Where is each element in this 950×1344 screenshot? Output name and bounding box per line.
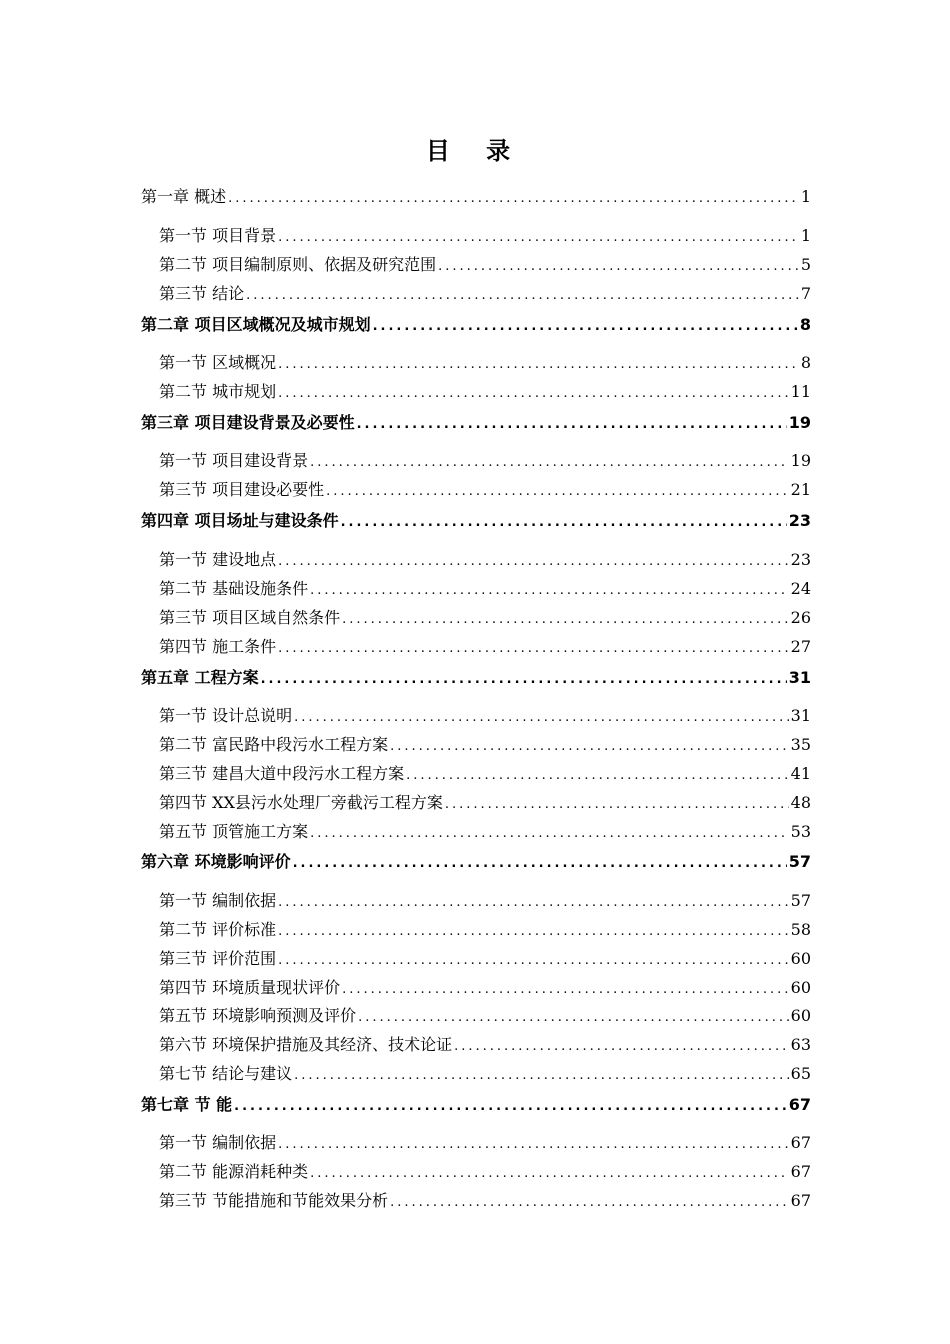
toc-page-number: 31 [790,706,811,725]
toc-leader-dots [390,735,789,759]
toc-section-entry[interactable] [159,1131,811,1155]
toc-chapter-entry[interactable] [141,313,811,337]
toc-chapter-entry[interactable] [141,185,811,209]
toc-entry-label: 第七章 节 能 [141,1095,233,1114]
toc-page-number: 23 [788,511,811,530]
toc-page-number: 1 [800,187,811,206]
toc-leader-dots [278,891,789,915]
toc-page-number: 11 [790,382,811,401]
toc-section-entry[interactable] [159,224,811,248]
toc-title: 目 录 [425,137,525,165]
toc-entry-label: 第二节 城市规划 [159,382,277,401]
toc-entry-label: 第二章 项目区域概况及城市规划 [141,315,371,334]
toc-page-number: 67 [790,1162,811,1181]
toc-leader-dots [278,949,789,973]
toc-section-entry[interactable] [159,449,811,473]
toc-chapter-entry[interactable] [141,509,811,533]
toc-page-number: 19 [788,413,811,432]
toc-page-number: 60 [790,949,811,968]
toc-entry-label: 第三节 评价范围 [159,949,277,968]
toc-page-number: 31 [788,668,811,687]
toc-entry-label: 第二节 富民路中段污水工程方案 [159,735,389,754]
toc-section-entry[interactable] [159,1004,811,1028]
toc-chapter-entry[interactable] [141,666,811,690]
toc-section-entry[interactable] [159,791,811,815]
toc-entry-label: 第二节 项目编制原则、依据及研究范围 [159,255,437,274]
toc-entry-label: 第一节 编制依据 [159,891,277,910]
toc-section-entry[interactable] [159,253,811,277]
toc-leader-dots [342,978,789,1002]
toc-leader-dots [234,1095,787,1119]
toc-leader-dots [294,706,789,730]
toc-entry-label: 第五节 环境影响预测及评价 [159,1006,357,1025]
toc-section-entry[interactable] [159,1033,811,1057]
toc-leader-dots [293,852,787,876]
toc-entry-label: 第二节 基础设施条件 [159,579,309,598]
toc-leader-dots [341,511,787,535]
toc-entry-label: 第三节 节能措施和节能效果分析 [159,1191,389,1210]
toc-entry-label: 第一节 编制依据 [159,1133,277,1152]
toc-entry-label: 第六章 环境影响评价 [141,852,291,871]
toc-leader-dots [278,1133,789,1157]
toc-leader-dots [278,637,789,661]
toc-section-entry[interactable] [159,282,811,306]
toc-page-number: 21 [790,480,811,499]
toc-chapter-entry[interactable] [141,850,811,874]
toc-section-entry[interactable] [159,820,811,844]
toc-page-number: 67 [790,1133,811,1152]
toc-chapter-entry[interactable] [141,1093,811,1117]
toc-page-number: 24 [790,579,811,598]
toc-section-entry[interactable] [159,733,811,757]
toc-leader-dots [246,284,799,308]
toc-page-number: 1 [800,226,811,245]
toc-page-number: 35 [790,735,811,754]
toc-entry-label: 第一节 项目建设背景 [159,451,309,470]
toc-leader-dots [278,353,799,377]
toc-page-number: 67 [788,1095,811,1114]
toc-section-entry[interactable] [159,606,811,630]
toc-page-number: 8 [800,353,811,372]
toc-leader-dots [278,226,799,250]
toc-section-entry[interactable] [159,976,811,1000]
toc-section-entry[interactable] [159,704,811,728]
toc-leader-dots [342,608,789,632]
toc-leader-dots [278,382,789,406]
toc-section-entry[interactable] [159,947,811,971]
toc-section-entry[interactable] [159,351,811,375]
toc-entry-label: 第一节 建设地点 [159,550,277,569]
toc-leader-dots [454,1035,789,1059]
toc-entry-label: 第六节 环境保护措施及其经济、技术论证 [159,1035,453,1054]
toc-entry-label: 第四节 施工条件 [159,637,277,656]
toc-page-number: 5 [800,255,811,274]
toc-page-number: 53 [790,822,811,841]
toc-section-entry[interactable] [159,1160,811,1184]
toc-section-entry[interactable] [159,889,811,913]
toc-entry-label: 第五章 工程方案 [141,668,259,687]
toc-leader-dots [438,255,799,279]
toc-entry-label: 第三节 项目区域自然条件 [159,608,341,627]
toc-page-number: 63 [790,1035,811,1054]
toc-section-entry[interactable] [159,478,811,502]
toc-entry-label: 第五节 顶管施工方案 [159,822,309,841]
toc-leader-dots [358,1006,789,1030]
toc-page-number: 19 [790,451,811,470]
toc-entry-label: 第三节 结论 [159,284,245,303]
toc-leader-dots [310,451,789,475]
toc-page-number: 23 [790,550,811,569]
toc-page-number: 60 [790,1006,811,1025]
toc-leader-dots [228,187,799,211]
toc-leader-dots [373,315,798,339]
toc-page-number: 41 [790,764,811,783]
toc-section-entry[interactable] [159,1062,811,1086]
toc-entry-label: 第四节 环境质量现状评价 [159,978,341,997]
toc-entry-label: 第一节 项目背景 [159,226,277,245]
toc-entry-label: 第一节 设计总说明 [159,706,293,725]
toc-leader-dots [278,550,789,574]
toc-section-entry[interactable] [159,380,811,404]
toc-entry-label: 第一节 区域概况 [159,353,277,372]
toc-entry-label: 第三节 项目建设必要性 [159,480,325,499]
toc-chapter-entry[interactable] [141,411,811,435]
toc-page-number: 60 [790,978,811,997]
toc-entry-label: 第一章 概述 [141,187,227,206]
toc-entry-label: 第七节 结论与建议 [159,1064,293,1083]
toc-entry-label: 第三节 建昌大道中段污水工程方案 [159,764,405,783]
toc-page-number: 48 [790,793,811,812]
toc-page-number: 67 [790,1191,811,1210]
toc-section-entry[interactable] [159,548,811,572]
toc-page-number: 65 [790,1064,811,1083]
toc-leader-dots [294,1064,789,1088]
toc-page-number: 27 [790,637,811,656]
toc-entry-label: 第四节 XX县污水处理厂旁截污工程方案 [159,793,443,812]
toc-section-entry[interactable] [159,577,811,601]
toc-section-entry[interactable] [159,1189,811,1213]
toc-entry-label: 第二节 能源消耗种类 [159,1162,309,1181]
toc-section-entry[interactable] [159,762,811,786]
toc-leader-dots [406,764,789,788]
toc-leader-dots [310,822,789,846]
toc-leader-dots [445,793,789,817]
toc-leader-dots [310,579,789,603]
toc-page-number: 58 [790,920,811,939]
toc-page-number: 8 [799,315,811,334]
toc-page-number: 57 [788,852,811,871]
toc-page-number: 7 [800,284,811,303]
toc-page-number: 26 [790,608,811,627]
toc-leader-dots [278,920,789,944]
toc-leader-dots [357,413,787,437]
toc-entry-label: 第二节 评价标准 [159,920,277,939]
toc-page-number: 57 [790,891,811,910]
toc-section-entry[interactable] [159,635,811,659]
toc-leader-dots [390,1191,789,1215]
toc-leader-dots [326,480,789,504]
toc-section-entry[interactable] [159,918,811,942]
toc-leader-dots [310,1162,789,1186]
toc-leader-dots [261,668,787,692]
toc-entry-label: 第四章 项目场址与建设条件 [141,511,339,530]
toc-entry-label: 第三章 项目建设背景及必要性 [141,413,355,432]
